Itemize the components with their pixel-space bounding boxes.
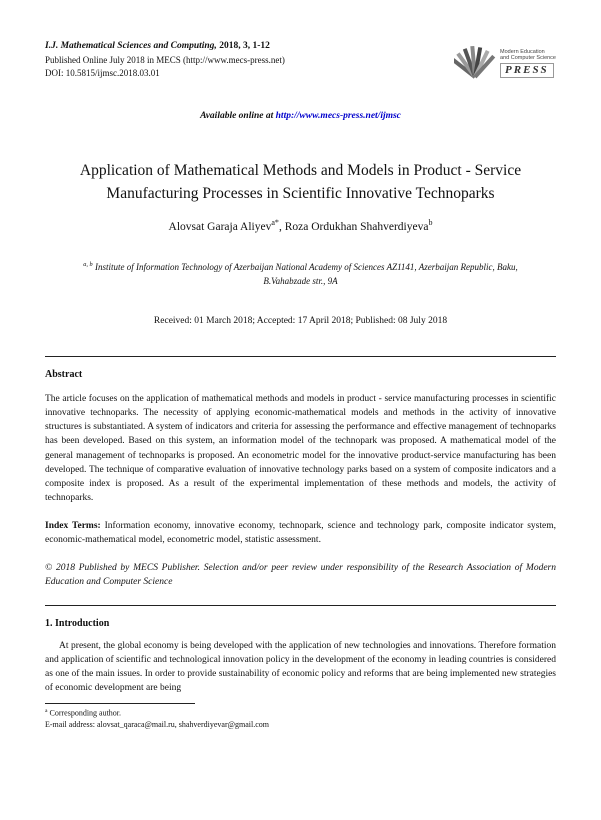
available-online-prefix: Available online at: [200, 111, 276, 121]
journal-url-link[interactable]: http://www.mecs-press.net/ijmsc: [275, 111, 401, 121]
index-terms-label: Index Terms:: [45, 520, 101, 531]
section-divider-bottom: [45, 605, 556, 606]
author-separator: ,: [278, 220, 285, 233]
footnote-superscript: a: [45, 708, 48, 715]
author-2-name: Roza Ordukhan Shahverdiyeva: [284, 220, 429, 233]
journal-issue: 2018, 3, 1-12: [216, 41, 270, 51]
published-online-line: Published Online July 2018 in MECS (http://www.mecs-press.net): [45, 54, 285, 65]
index-terms-text: Information economy, innovative economy, technopark, science and technology park, composite indicator system, economic-mathematical model, econometric model, statistic assessment.: [45, 520, 556, 545]
affiliation-text: Institute of Information Technology of Azerbaijan National Academy of Sciences AZ1141, Azerbaijan Republic, Baku, B.Vahabzade str., 9A: [92, 262, 518, 286]
corresponding-author-text: Corresponding author.: [47, 708, 122, 718]
paper-title: Application of Mathematical Methods and Models in Product - Service Manufacturing Processes in Scientific Innovative Technoparks: [79, 162, 522, 203]
affiliation-superscript: a, b: [83, 261, 93, 269]
page-header: [45, 40, 556, 85]
book-fan-icon: [454, 42, 496, 85]
introduction-section: [45, 618, 556, 695]
abstract-heading: Abstract: [45, 369, 83, 381]
email-line: E-mail address: alovsat_qaraca@mail.ru, shahverdiyevar@gmail.com: [45, 720, 269, 730]
introduction-heading: 1. Introduction: [45, 617, 110, 629]
authors-line: [45, 218, 556, 233]
author-1-name: Alovsat Garaja Aliyev: [168, 220, 272, 233]
affiliation: [65, 260, 536, 288]
doi-line: DOI: 10.5815/ijmsc.2018.03.01: [45, 67, 160, 78]
abstract-section: [45, 369, 556, 589]
available-online-line: [45, 111, 556, 121]
footnote-rule: [45, 703, 195, 704]
corresponding-author-note: [45, 707, 556, 719]
logo-press-label: PRESS: [500, 63, 554, 78]
footnote-block: [45, 703, 556, 731]
author-1-superscript: a*: [271, 217, 279, 227]
journal-title-line: [45, 40, 285, 54]
author-2-superscript: b: [428, 217, 433, 227]
abstract-body: The article focuses on the application of mathematical methods and models in product - service manufacturing processes in scientific innovative technoparks. The necessity of applying economic-mathematical models and methods in the activity of innovative structures is substantiated. A system of indicators and criteria for assessing the performance and effective management of technoparks has been developed. Based on this system, an information model of the technopark was proposed. A mathematical model of the general management of technoparks is proposed. An econometric model for the innovative product-service manufacturing has been developed. The technique of comparative evaluation of innovative technology parks based on a system of composite indicators and a composite index is proposed. As a result of the experimental implementation of these methods and models, the activity of technoparks.: [45, 394, 556, 503]
mecs-press-logo: [454, 42, 556, 85]
index-terms: [45, 519, 556, 547]
journal-name: I.J. Mathematical Sciences and Computing,: [45, 41, 217, 51]
logo-line-1: Modern Education: [500, 48, 545, 55]
introduction-body: At present, the global economy is being developed with the application of new technologies and innovations. Therefore formation and application of scientific and technological innovation policy in the development of the economy in leading countries is considered as one of the main issues. In order to provide sustainability of economic policy and reforms that are being implemented new strategies of economic development are being: [45, 640, 556, 694]
logo-text: [500, 49, 556, 78]
logo-line-2: and Computer Science: [500, 55, 556, 62]
section-divider-top: [45, 356, 556, 357]
dates-line: Received: 01 March 2018; Accepted: 17 April 2018; Published: 08 July 2018: [153, 316, 448, 327]
copyright-notice: © 2018 Published by MECS Publisher. Selection and/or peer review under responsibility of the Research Association of Modern Education and Computer Science: [45, 562, 556, 587]
journal-info: [45, 40, 285, 80]
